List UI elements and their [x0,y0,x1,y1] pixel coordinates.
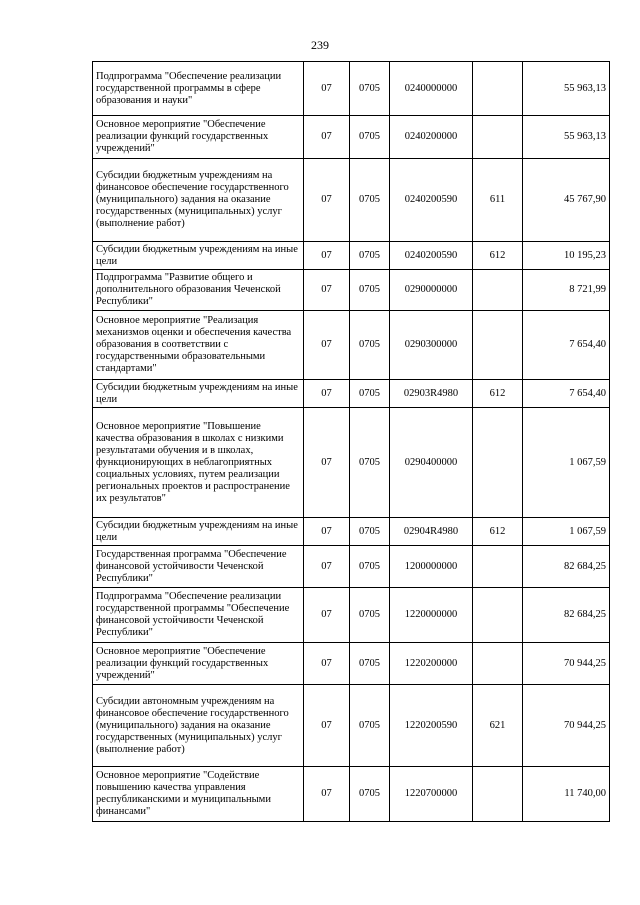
target-code: 0240000000 [390,62,473,116]
row-name: Субсидии бюджетным учреждениям на иные цели [93,380,304,408]
table-row [93,408,610,518]
table-row [93,116,610,159]
row-name: Субсидии бюджетным учреждениям на иные цели [93,242,304,270]
expense-type-code [473,116,523,159]
amount: 55 963,13 [523,116,610,159]
ministry-code: 07 [304,159,350,242]
amount: 70 944,25 [523,685,610,767]
row-name: Подпрограмма "Обеспечение реализации государственной программы в сфере образования и науки" [93,62,304,116]
row-name: Основное мероприятие "Повышение качества образования в школах с низкими результатами обучения и в школах, функционирующих в неблагоприятных социальных условиях, путем реализации региональных проектов и распространение их результатов" [93,408,304,518]
target-code: 1200000000 [390,546,473,588]
row-name: Субсидии бюджетным учреждениям на финансовое обеспечение государственного (муниципального) задания на оказание государственных (муниципальных) услуг (выполнение работ) [93,159,304,242]
table-row [93,380,610,408]
table-row [93,588,610,643]
budget-table [92,61,610,822]
table-row [93,685,610,767]
amount: 82 684,25 [523,588,610,643]
section-code: 0705 [350,408,390,518]
section-code: 0705 [350,767,390,822]
table-row [93,643,610,685]
target-code: 0240200000 [390,116,473,159]
expense-type-code [473,408,523,518]
row-name: Подпрограмма "Обеспечение реализации государственной программы "Обеспечение финансовой устойчивости Чеченской Республики" [93,588,304,643]
row-name: Основное мероприятие "Содействие повышению качества управления республиканскими и муниципальными финансами" [93,767,304,822]
table-row [93,518,610,546]
target-code: 0240200590 [390,159,473,242]
ministry-code: 07 [304,408,350,518]
expense-type-code: 611 [473,159,523,242]
expense-type-code [473,767,523,822]
row-name: Субсидии автономным учреждениям на финансовое обеспечение государственного (муниципального) задания на оказание государственных (муниципальных) услуг (выполнение работ) [93,685,304,767]
section-code: 0705 [350,159,390,242]
target-code: 1220000000 [390,588,473,643]
ministry-code: 07 [304,242,350,270]
target-code: 1220700000 [390,767,473,822]
table-row [93,62,610,116]
table-row [93,767,610,822]
ministry-code: 07 [304,270,350,311]
ministry-code: 07 [304,643,350,685]
amount: 1 067,59 [523,408,610,518]
row-name: Основное мероприятие "Обеспечение реализации функций государственных учреждений" [93,643,304,685]
section-code: 0705 [350,380,390,408]
amount: 45 767,90 [523,159,610,242]
row-name: Государственная программа "Обеспечение финансовой устойчивости Чеченской Республики" [93,546,304,588]
section-code: 0705 [350,242,390,270]
section-code: 0705 [350,62,390,116]
target-code: 1220200590 [390,685,473,767]
section-code: 0705 [350,588,390,643]
expense-type-code: 621 [473,685,523,767]
amount: 1 067,59 [523,518,610,546]
page-number: 239 [311,38,329,52]
table-row [93,270,610,311]
ministry-code: 07 [304,767,350,822]
ministry-code: 07 [304,588,350,643]
expense-type-code [473,588,523,643]
ministry-code: 07 [304,546,350,588]
section-code: 0705 [350,116,390,159]
section-code: 0705 [350,311,390,380]
ministry-code: 07 [304,311,350,380]
row-name: Основное мероприятие "Реализация механизмов оценки и обеспечения качества образования в соответствии с государственными образовательными стандартами" [93,311,304,380]
amount: 55 963,13 [523,62,610,116]
target-code: 02904R4980 [390,518,473,546]
section-code: 0705 [350,685,390,767]
row-name: Основное мероприятие "Обеспечение реализации функций государственных учреждений" [93,116,304,159]
expense-type-code: 612 [473,242,523,270]
amount: 11 740,00 [523,767,610,822]
table-row [93,242,610,270]
expense-type-code [473,270,523,311]
table-row [93,311,610,380]
target-code: 02903R4980 [390,380,473,408]
table-row [93,546,610,588]
ministry-code: 07 [304,685,350,767]
expense-type-code [473,643,523,685]
expense-type-code [473,546,523,588]
target-code: 0240200590 [390,242,473,270]
ministry-code: 07 [304,518,350,546]
row-name: Субсидии бюджетным учреждениям на иные цели [93,518,304,546]
ministry-code: 07 [304,380,350,408]
section-code: 0705 [350,518,390,546]
target-code: 0290300000 [390,311,473,380]
section-code: 0705 [350,643,390,685]
ministry-code: 07 [304,116,350,159]
section-code: 0705 [350,546,390,588]
ministry-code: 07 [304,62,350,116]
amount: 70 944,25 [523,643,610,685]
section-code: 0705 [350,270,390,311]
amount: 8 721,99 [523,270,610,311]
table-row [93,159,610,242]
target-code: 0290400000 [390,408,473,518]
target-code: 0290000000 [390,270,473,311]
amount: 7 654,40 [523,311,610,380]
expense-type-code [473,62,523,116]
amount: 7 654,40 [523,380,610,408]
expense-type-code [473,311,523,380]
expense-type-code: 612 [473,518,523,546]
row-name: Подпрограмма "Развитие общего и дополнительного образования Чеченской Республики" [93,270,304,311]
amount: 10 195,23 [523,242,610,270]
expense-type-code: 612 [473,380,523,408]
amount: 82 684,25 [523,546,610,588]
target-code: 1220200000 [390,643,473,685]
